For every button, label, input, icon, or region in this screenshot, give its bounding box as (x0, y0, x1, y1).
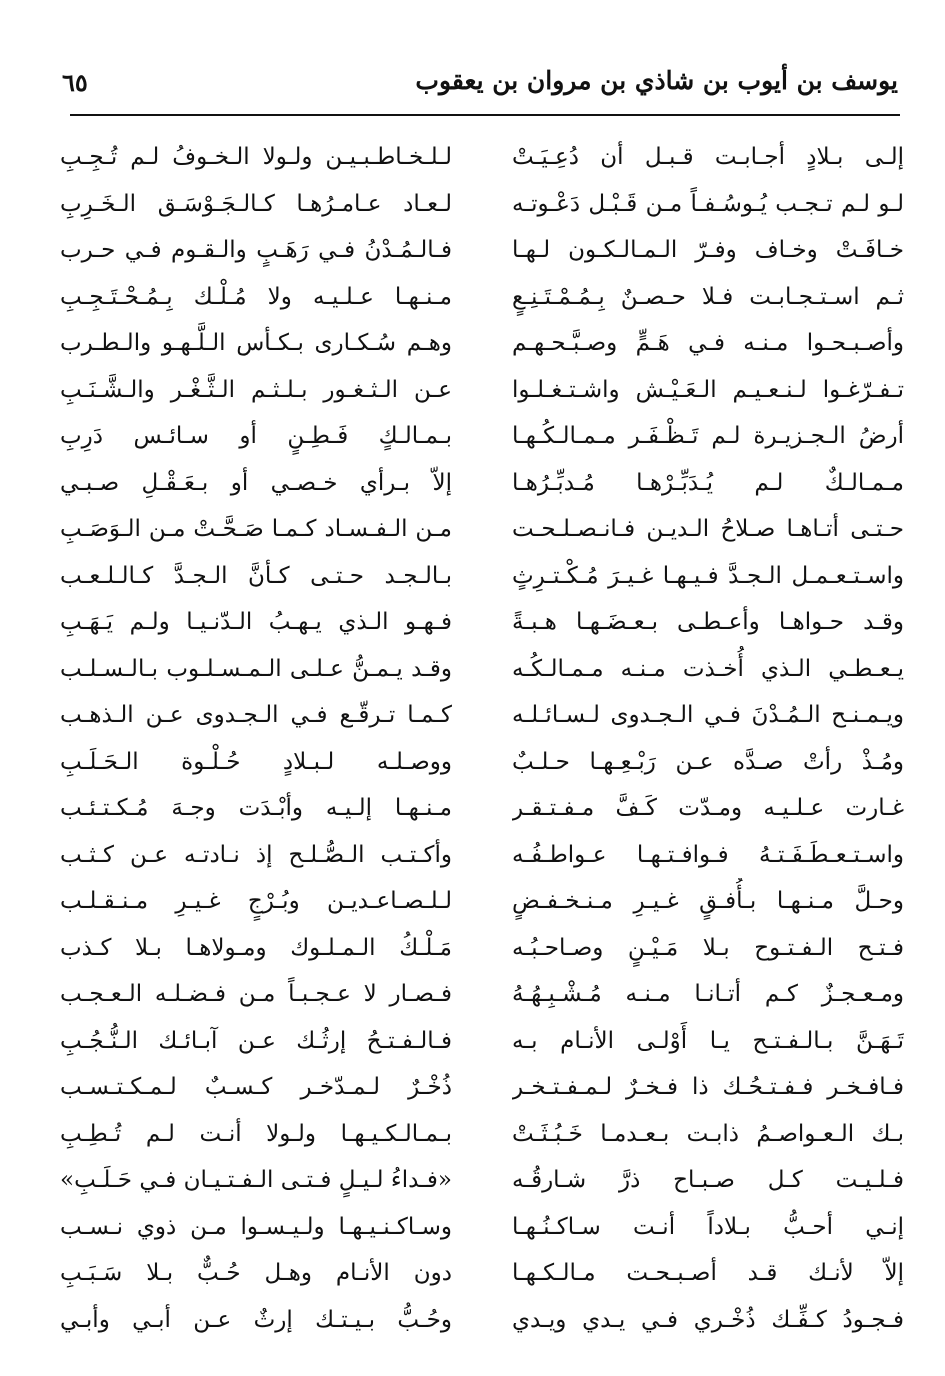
verse-line (62, 320, 904, 367)
second-hemistich: فـالـفـتـحُ إرثُـك عـن آبـائـك الـنُّـجُـبِ (60, 1027, 452, 1054)
second-hemistich: ووصـلـه لـبـلادٍ حُـلْـوة الـحَـلَـبِ (60, 748, 452, 775)
verse-line (62, 227, 904, 274)
verse-line (62, 134, 904, 181)
verse-line (62, 274, 904, 321)
verse-line (62, 1250, 904, 1297)
first-hemistich: واسـتـعـمـل الـجـدَّ فـيـهـا غـيـرَ مُـكْـتـرِثٍ (512, 562, 904, 589)
verse-line (62, 181, 904, 228)
second-hemistich: وأكـتـب الـصُّـلـح إذ نـادتـه عـن كـثـب (60, 841, 452, 868)
verse-line (62, 971, 904, 1018)
second-hemistich: بـمـالـكٍ فَـطِـنٍ أو سـائـس دَرِبِ (60, 423, 452, 449)
verse-line (62, 1297, 904, 1344)
first-hemistich: خـافَـتْ وخـاف وفـرّ الـمـالـكـون لـهـا (512, 237, 904, 263)
verse-line (62, 1111, 904, 1158)
first-hemistich: ثـم اسـتـجـابـت فـلا حـصـنٌ بِـمُـمْـتَـنِـعٍ (512, 283, 904, 310)
second-hemistich: مَـلْـكُ الـمـلـوك ومـولاهـا بـلا كـذب (60, 934, 452, 961)
verse-line (62, 553, 904, 600)
first-hemistich: لـو لـم تـجـب يُـوسُـفـاً مـن قَـبْـل دَعْـوتـه (512, 190, 904, 217)
first-hemistich: إنـي أحـبُّ بـلاداً أنـت سـاكـنُـهـا (512, 1213, 904, 1240)
verse-line (62, 460, 904, 507)
second-hemistich: دون الأنـام وهـل حُـبٌّ بـلا سَـبَـبِ (60, 1260, 452, 1286)
first-hemistich: حـتـى أتـاهـا صـلاحُ الـديـن فـانـصـلـحـت (512, 516, 904, 542)
second-hemistich: إلاّ بـرأي خـصـي أو بـعَـقْـلِ صـبـي (60, 469, 452, 496)
second-hemistich: وهـم سُـكـارى بـكـأس الـلَّـهـو والـطـرب (60, 330, 452, 356)
verse-line (62, 1018, 904, 1065)
second-hemistich: فـالـمُـدْنُ فـي رَهَـبٍ والـقـوم فـي حـرب (60, 237, 452, 263)
second-hemistich: مـنـهـا عـلـيـه ولا مُـلْـك بِـمُـحْـتَـجِـبِ (60, 283, 452, 310)
verse-line (62, 1157, 904, 1204)
verse-line (62, 878, 904, 925)
second-hemistich: «فـداءُ لـيـلٍ فـتـى الـفـتـيـان فـي حَـلَـبِ» (60, 1167, 452, 1193)
first-hemistich: فـافـخـر فـفـتـحُـك ذا فـخـرٌ لـمـفـتـخـر (512, 1074, 904, 1100)
second-hemistich: وحُـبُّ بـيـتـك إرثٌ عـن أبـي وأبـي (60, 1306, 452, 1333)
first-hemistich: يـعـطـي الـذي أُخـذت مـنـه مـمـالـكُـه (512, 655, 904, 682)
second-hemistich: مـن الـفـسـاد كـمـا صَـحَّـتْ مـن الـوَصَـبِ (60, 516, 452, 542)
verse-line (62, 785, 904, 832)
second-hemistich: ذُخْـرٌ لـمـدّخـر كـسـبٌ لـمـكـتـسـب (60, 1074, 452, 1100)
first-hemistich: إلاّ لأنـك قـد أصـبـحـت مـالـكـهـا (512, 1260, 904, 1286)
second-hemistich: وسـاكـنـيـهـا ولـيـسـوا مـن ذوي نـسـب (60, 1213, 452, 1240)
verse-line (62, 692, 904, 739)
verse-line (62, 506, 904, 553)
first-hemistich: ومـعـجـزٌ كـم أتـانـا مـنـه مُـشْـبِـهُـهُ (512, 981, 904, 1007)
verse-line (62, 739, 904, 786)
second-hemistich: لـعـاد عـامـرُهـا كـالـجَـوْسَـق الـخَـرِبِ (60, 190, 452, 217)
first-hemistich: فـلـيـت كـل صـبـاح ذرَّ شـارقُـه (512, 1167, 904, 1193)
header-rule (70, 114, 900, 116)
second-hemistich: بـالـجـد حـتـى كـأنَّ الـجـدَّ كـالـلـعـب (60, 562, 452, 589)
second-hemistich: مـنـهـا إلـيـه وأبْـدَت وجـهَ مُـكـتـئـب (60, 795, 452, 821)
first-hemistich: وقـد حـواهـا وأعـطـى بـعـضَـهـا هـبـةً (512, 609, 904, 635)
second-hemistich: كـمـا تـرقّـع فـي الـجـدوى عـن الـذهـب (60, 702, 452, 728)
verse-line (62, 367, 904, 414)
first-hemistich: غـارت عـلـيـه ومـدّت كَـفَّ مـفـتـقـر (512, 795, 904, 821)
first-hemistich: أرضُ الـجـزيـرة لـم تَـظْـفَـر مـمـالـكُـهـا (512, 423, 904, 449)
second-hemistich: فـهـو الـذي يـهـبُ الـدّنـيـا ولـم يَـهَـبِ (60, 609, 452, 635)
first-hemistich: ويـمـنـح الـمُـدْنَ فـي الـجـدوى لـسـائـلـه (512, 702, 904, 728)
first-hemistich: تَـهَـنَّ بـالـفـتـح يـا أَوْلـى الأنـام بـه (512, 1027, 904, 1054)
first-hemistich: وأصـبـحـوا مـنـه فـي هَـمٍّ وصـبَّـحـهـم (512, 330, 904, 356)
verse-line (62, 832, 904, 879)
first-hemistich: ومُـذْ رأتْ صـدَّه عـن رَبْـعِـهـا حـلـبٌ (512, 748, 904, 775)
first-hemistich: واسـتـعـطَـفَـتـهُ فـوافـتـهـا عـواطـفُـه (512, 841, 904, 868)
running-title: يوسف بن أيوب بن شاذي بن مروان بن يعقوب (415, 66, 898, 95)
first-hemistich: فـتـح الـفـتـوح بـلا مَـيْـنٍ وصـاحـبُـه (512, 934, 904, 961)
first-hemistich: وحـلَّ مـنـهـا بـأُفـقٍ غـيـرِ مـنـخـفـضٍ (512, 888, 904, 914)
poem-body (62, 134, 904, 1343)
first-hemistich: إلـى بـلادٍ أجـابـت قـبـل أن دُعِـيَـتْ (512, 144, 904, 170)
second-hemistich: فـصـار لا عـجـبـاً مـن فـضـلـه الـعـجـب (60, 981, 452, 1007)
verse-line (62, 925, 904, 972)
verse-line (62, 599, 904, 646)
first-hemistich: تـفـرّغـوا لـنـعـيـم الـعَـيْـش واشـتـغـلـوا (512, 376, 904, 403)
second-hemistich: بـمـالـكـيـهـا ولـولا أنـت لـم تُـطِـبِ (60, 1120, 452, 1147)
second-hemistich: عـن الـثـغـور بـلـثـم الـثَّـغْـر والـشَّـنَـبِ (60, 376, 452, 403)
first-hemistich: بـك الـعـواصـمُ ذابـت بـعـدمـا خَـبُـثَـتْ (512, 1120, 904, 1147)
verse-line (62, 646, 904, 693)
page-number: ٦٥ (62, 68, 88, 97)
second-hemistich: لـلـصـاعـديـن وبُـرْجٍ غـيـرِ مـنـقـلـب (60, 888, 452, 914)
first-hemistich: مـمـالـكٌ لـم يُـدَبِّـرْهـا مُـدبِّـرُهـا (512, 469, 904, 496)
verse-line (62, 1064, 904, 1111)
second-hemistich: وقـد يـمـنُّ عـلـى الـمـسـلـوب بـالـسـلـب (60, 655, 452, 682)
verse-line (62, 1204, 904, 1251)
running-header (62, 66, 898, 110)
second-hemistich: لـلـخـاطـبـيـن ولـولا الـخـوفُ لـم تُـجِـبِ (60, 144, 452, 170)
first-hemistich: فـجـودُ كـفِّـك ذُخْـري فـي يـدي ويـدي (512, 1306, 904, 1333)
verse-line (62, 413, 904, 460)
